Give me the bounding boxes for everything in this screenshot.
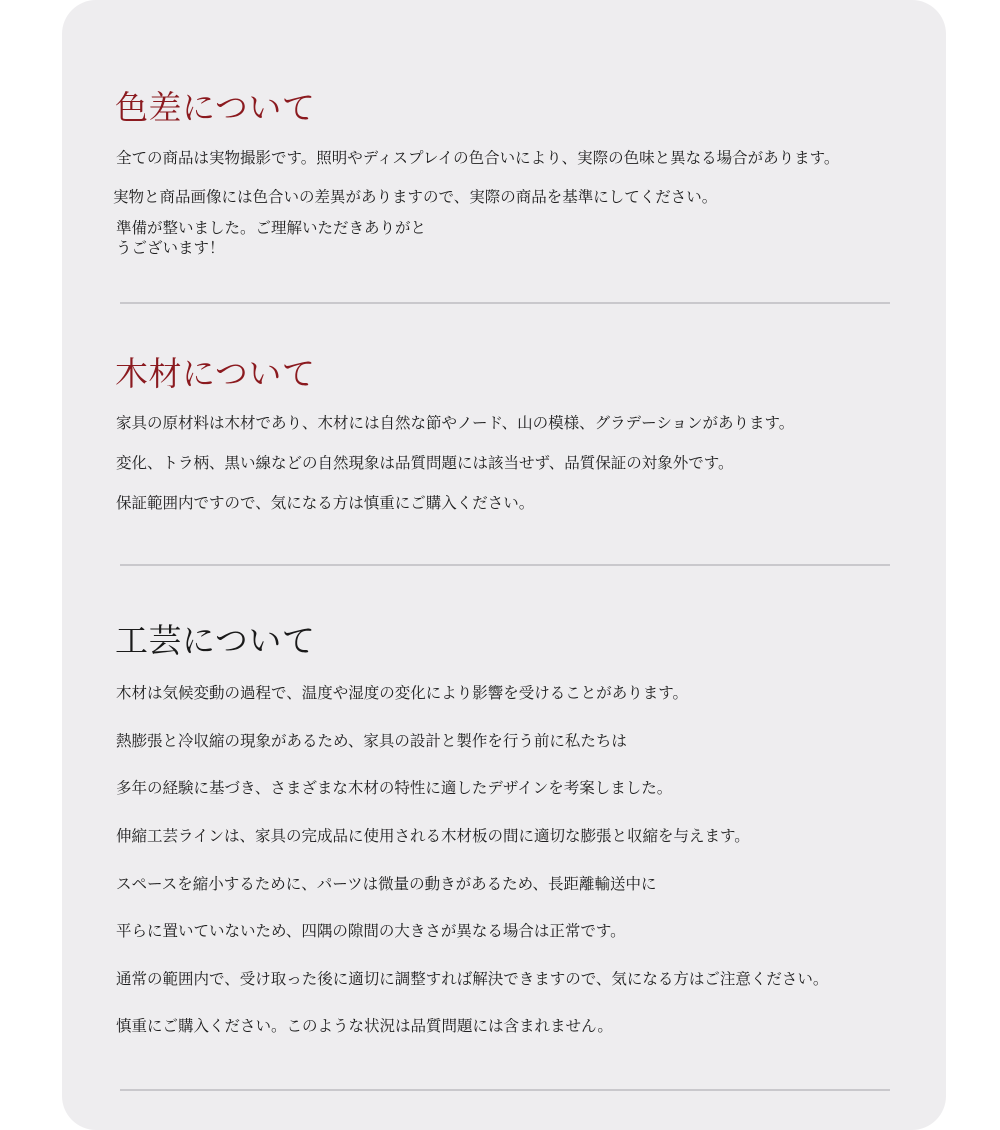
- section-line: 通常の範囲内で、受け取った後に適切に調整すれば解決できますので、気になる方はご注意ください。: [116, 970, 829, 988]
- section-line: スペースを縮小するために、パーツは微量の動きがあるため、長距離輸送中に: [116, 875, 657, 893]
- section-line: 保証範囲内ですので、気になる方は慎重にご購入ください。: [116, 494, 535, 512]
- section-line: 家具の原材料は木材であり、木材には自然な節やノード、山の模様、グラデーションがあります。: [116, 414, 795, 432]
- section-title-color-difference: 色差について: [115, 88, 316, 127]
- section-line: 平らに置いていないため、四隅の隙間の大きさが異なる場合は正常です。: [116, 922, 626, 940]
- notice-card: [62, 0, 946, 1130]
- section-line: うございます！: [116, 239, 225, 257]
- section-divider: [120, 302, 890, 304]
- section-line: 全ての商品は実物撮影です。照明やディスプレイの色合いにより、実際の色味と異なる場合があります。: [116, 149, 840, 167]
- section-title-craft: 工芸について: [115, 621, 316, 660]
- section-divider: [120, 564, 890, 566]
- section-divider: [120, 1089, 890, 1091]
- section-line: 変化、トラ柄、黒い線などの自然現象は品質問題には該当せず、品質保証の対象外です。: [116, 454, 734, 472]
- section-line: 多年の経験に基づき、さまざまな木材の特性に適したデザインを考案しました。: [116, 779, 673, 797]
- section-line: 慎重にご購入ください。このような状況は品質問題には含まれません。: [116, 1017, 613, 1035]
- section-line: 実物と商品画像には色合いの差異がありますので、実際の商品を基準にしてください。: [113, 188, 718, 206]
- section-line: 伸縮工芸ラインは、家具の完成品に使用される木材板の間に適切な膨張と収縮を与えます。: [116, 827, 750, 845]
- section-line: 準備が整いました。ご理解いただきありがと: [116, 219, 427, 237]
- section-line: 熱膨張と冷収縮の現象があるため、家具の設計と製作を行う前に私たちは: [116, 732, 627, 750]
- section-line: 木材は気候変動の過程で、温度や湿度の変化により影響を受けることがあります。: [116, 684, 688, 702]
- section-title-wood: 木材について: [115, 354, 316, 393]
